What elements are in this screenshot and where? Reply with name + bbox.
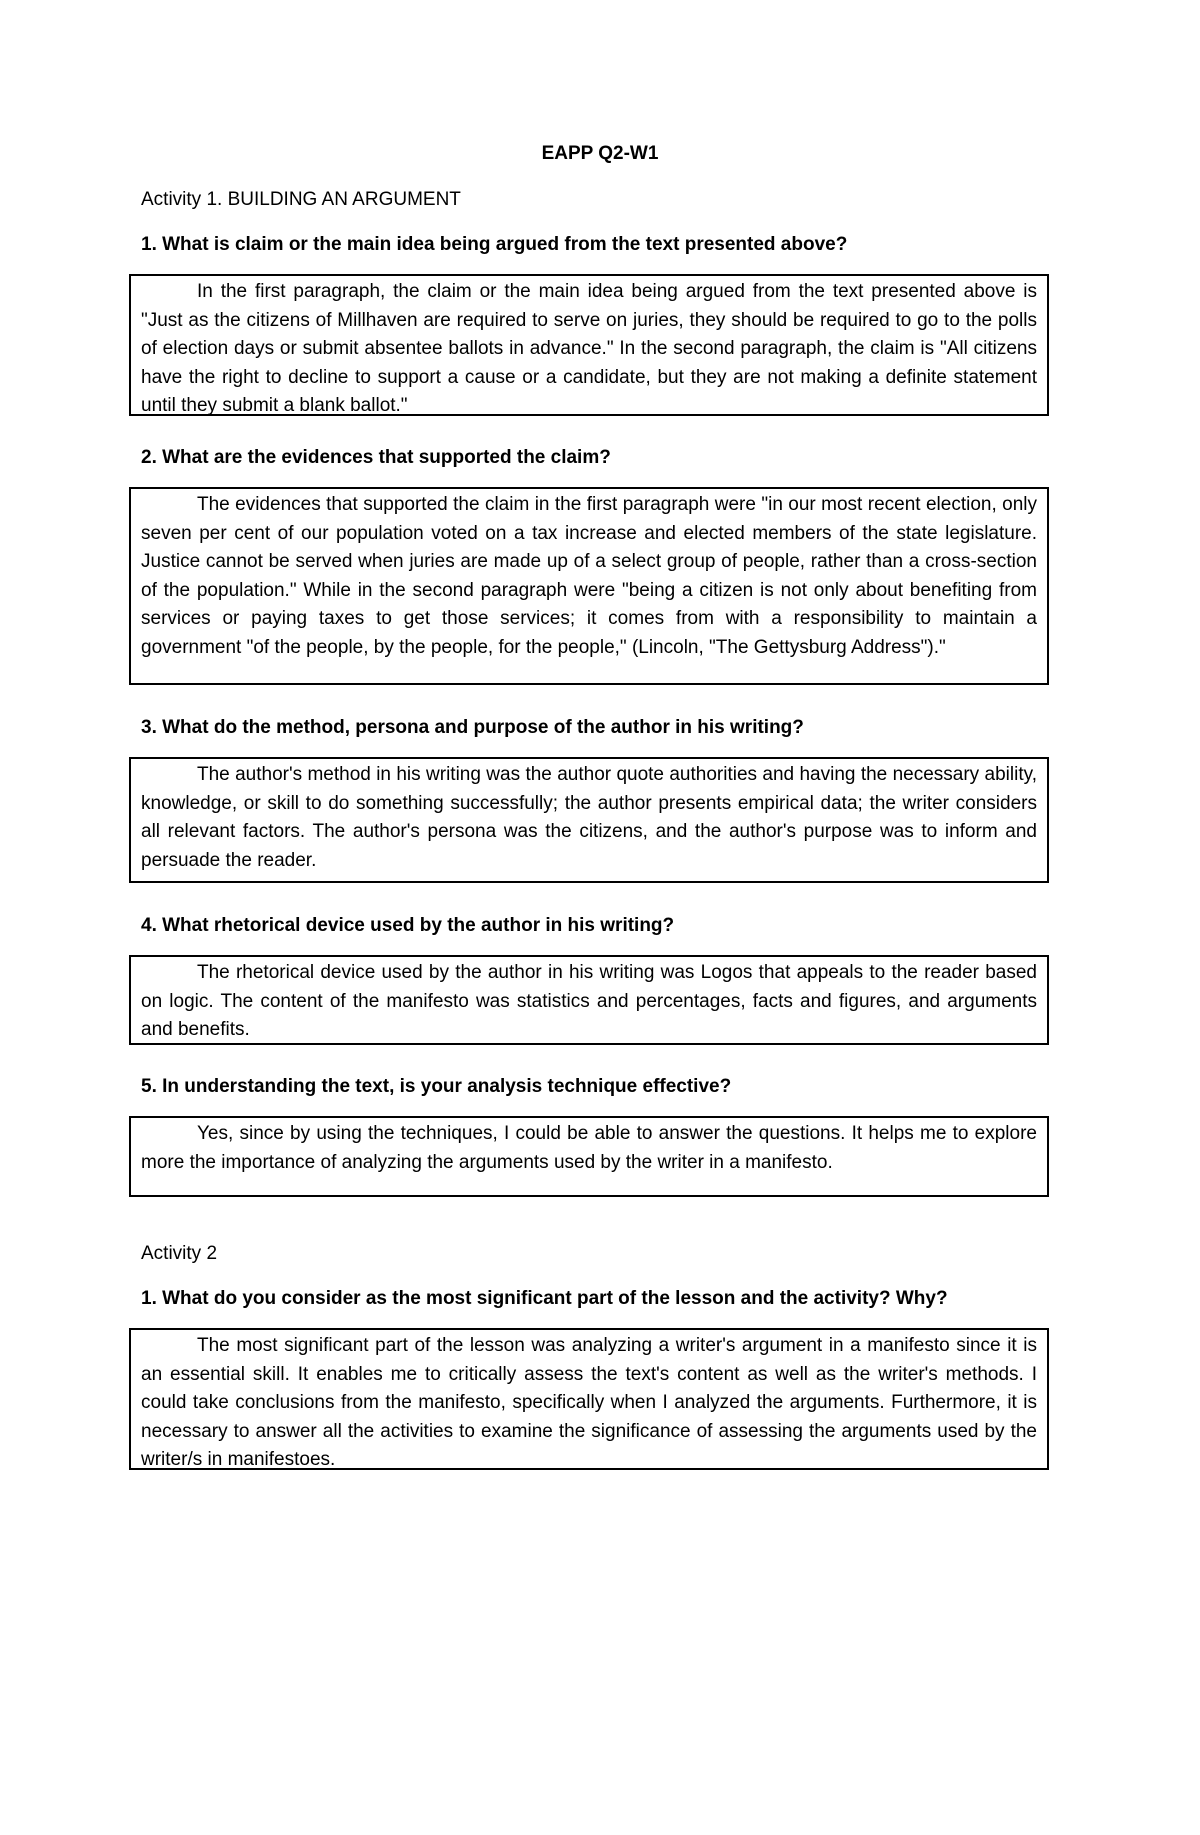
activity-1-question-1: 1. What is claim or the main idea being argued from the text presented above? <box>141 234 848 255</box>
activity-2-answer-1: The most significant part of the lesson was analyzing a writer's argument in a manifesto since it is an essential skill. It enables me to critically assess the text's content as well as the writer's methods. I could take conclusions from the manifesto, specifically when I analyzed the arguments. Furthermore, it is necessary to answer all the activities to examine the significance of assessing the arguments used by the writer/s in manifestoes. <box>129 1328 1049 1470</box>
activity-1-answer-3: The author's method in his writing was the author quote authorities and having the necessary ability, knowledge, or skill to do something successfully; the author presents empirical data; the writer considers all relevant factors. The author's persona was the citizens, and the author's purpose was to inform and persuade the reader. <box>129 757 1049 883</box>
activity-1-heading: Activity 1. BUILDING AN ARGUMENT <box>141 189 461 210</box>
document-title: EAPP Q2-W1 <box>541 143 659 164</box>
activity-1-answer-4: The rhetorical device used by the author in his writing was Logos that appeals to the reader based on logic. The content of the manifesto was statistics and percentages, facts and figures, and arguments and benefits. <box>129 955 1049 1045</box>
activity-1-answer-1: In the first paragraph, the claim or the main idea being argued from the text presented above is "Just as the citizens of Millhaven are required to serve on juries, they should be required to go to the polls of election days or submit absentee ballots in advance." In the second paragraph, the claim is "All citizens have the right to decline to support a cause or a candidate, but they are not making a definite statement until they submit a blank ballot." <box>129 274 1049 416</box>
activity-2-heading: Activity 2 <box>141 1243 218 1264</box>
activity-1-answer-5: Yes, since by using the techniques, I could be able to answer the questions. It helps me to explore more the importance of analyzing the arguments used by the writer in a manifesto. <box>129 1116 1049 1197</box>
activity-1-question-3: 3. What do the method, persona and purpose of the author in his writing? <box>141 717 804 738</box>
activity-1-answer-2: The evidences that supported the claim in the first paragraph were "in our most recent election, only seven per cent of our population voted on a tax increase and elected members of the state legislature. Justice cannot be served when juries are made up of a select group of people, rather than a cross-section of the population." While in the second paragraph were "being a citizen is not only about benefiting from services or paying taxes to get those services; it comes from with a responsibility to maintain a government "of the people, by the people, for the people," (Lincoln, "The Gettysburg Address")." <box>129 487 1049 685</box>
activity-2-question-1: 1. What do you consider as the most significant part of the lesson and the activity? Why? <box>141 1288 948 1309</box>
activity-1-question-5: 5. In understanding the text, is your analysis technique effective? <box>141 1076 732 1097</box>
activity-1-question-2: 2. What are the evidences that supported the claim? <box>141 447 611 468</box>
activity-1-question-4: 4. What rhetorical device used by the author in his writing? <box>141 915 675 936</box>
